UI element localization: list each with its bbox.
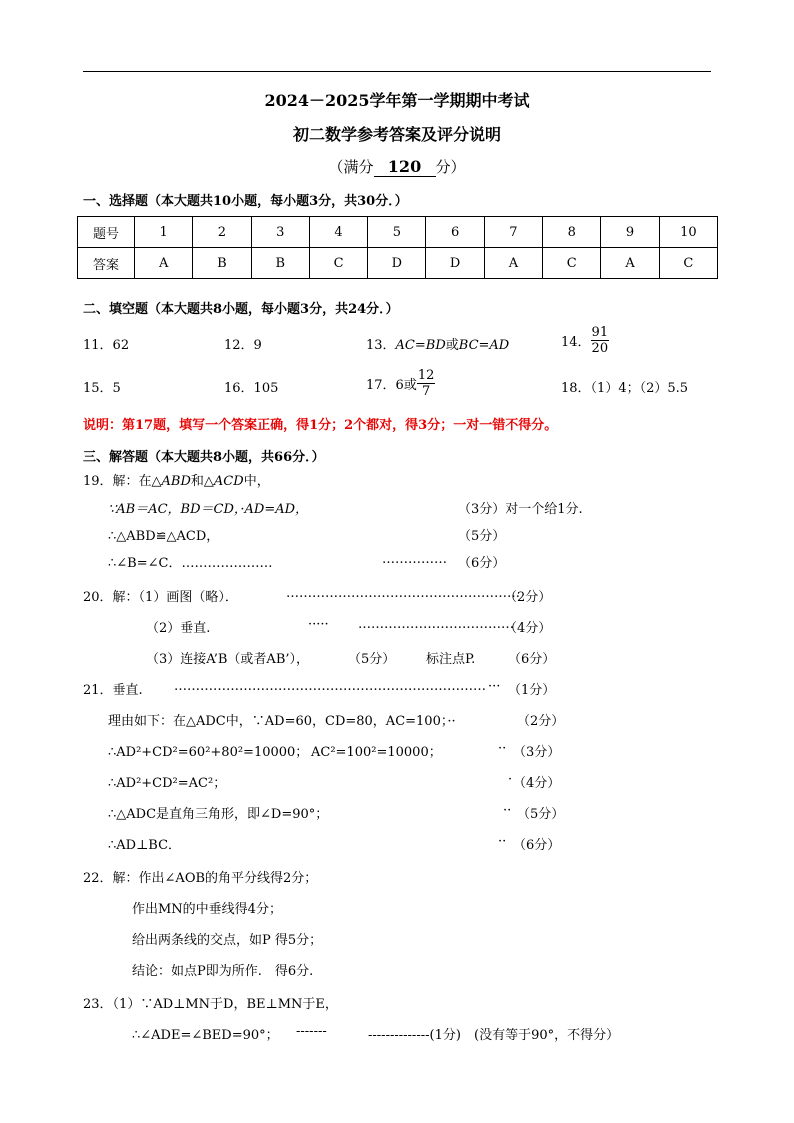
question-number: 1 <box>135 217 193 248</box>
q19-line3: ∴△ABD≌△ACD， <box>108 529 220 544</box>
q21-line3-score: （3分） <box>513 745 561 760</box>
answer-cell: C <box>309 248 367 279</box>
question-number: 3 <box>251 217 309 248</box>
answer-cell: C <box>659 248 717 279</box>
answer-cell: D <box>368 248 426 279</box>
q23-line2-dash1: ------- <box>296 1024 327 1039</box>
q19-line2: ∵AB＝AC，BD＝CD，·AD=AD， <box>108 502 309 517</box>
table-row-answers <box>78 248 718 279</box>
table-row-numbers <box>78 217 718 248</box>
question-number: 8 <box>543 217 601 248</box>
q20-line1-score: （2分） <box>504 590 552 605</box>
answer-cell: B <box>251 248 309 279</box>
score-value: 120 <box>374 157 436 177</box>
q20-line1-dots: ……………………………………………… <box>286 586 520 601</box>
question-number: 10 <box>659 217 717 248</box>
q21-line3-dots: ·· <box>498 741 507 756</box>
q21-line4-score: （4分） <box>513 776 561 791</box>
q20-line2: （2）垂直. <box>146 621 211 636</box>
score-suffix: 分） <box>435 158 466 176</box>
answer-cell: D <box>426 248 484 279</box>
q20-line3: （3）连接A’B（或者AB’）， <box>146 652 310 667</box>
answer-cell: C <box>543 248 601 279</box>
q22-line3: 给出两条线的交点，如P 得5分； <box>132 933 323 948</box>
q21-line3b: AC²=100²=10000； <box>311 745 442 760</box>
q23-line2: ∴∠ADE=∠BED=90°； <box>132 1028 279 1043</box>
q19-line2-score: （3分）对一个给1分. <box>458 502 583 517</box>
q21-line1-score: （1分） <box>508 683 556 698</box>
fill-answer-14: 14． $\frac{91}{20}$ <box>561 325 609 356</box>
exam-title: 2024－2025学年第一学期期中考试 <box>264 91 530 110</box>
question-number: 4 <box>309 217 367 248</box>
q21-line5-score: （5分） <box>517 807 565 822</box>
q19-line1: 19．解：在△ABD和△ACD中， <box>83 474 270 489</box>
q21-line1-dots2: ··· <box>488 679 501 694</box>
fraction-12-7: $\frac{12}{7}$ <box>417 368 435 399</box>
full-score-line <box>0 156 794 177</box>
q22-line4: 结论：如点P即为所作. 得6分. <box>132 964 314 979</box>
q23-line2-note: (没有等于90°，不得分） <box>474 1028 620 1043</box>
question-number: 6 <box>426 217 484 248</box>
q21-line5-dots: ·· <box>503 803 512 818</box>
q21-line5: ∴△ADC是直角三角形，即∠D=90°； <box>108 807 329 822</box>
q21-line2-score: （2分） <box>517 714 565 729</box>
q21-line6-score: （6分） <box>513 838 561 853</box>
fill-answer-15: 15．5 <box>83 381 121 396</box>
scoring-note: 说明：第17题，填写一个答案正确，得1分；2个都对，得3分；一对一错不得分。 <box>83 418 558 433</box>
q21-line4: ∴AD²+CD²=AC²； <box>108 776 227 791</box>
q21-line6: ∴AD⊥BC． <box>108 838 182 853</box>
fill-answer-18: 18．（1）4；（2）5.5 <box>561 381 689 396</box>
q22-line2: 作出MN的中垂线得4分； <box>132 902 282 917</box>
answer-cell: A <box>484 248 542 279</box>
question-number: 9 <box>601 217 659 248</box>
answer-cell: A <box>601 248 659 279</box>
q21-line3a: ∴AD²+CD²=60²+80²=10000； <box>108 745 309 760</box>
q19-line4-score: （6分） <box>458 556 506 571</box>
fraction-91-20: $\frac{91}{20}$ <box>591 325 609 356</box>
q20-line1: 20．解：（1）画图（略）． <box>83 590 238 605</box>
q20-line2-dots1: ····· <box>308 617 329 632</box>
row-label-answer: 答案 <box>78 248 135 279</box>
header-rule <box>83 71 711 72</box>
q21-line4-dots: · <box>508 772 513 787</box>
q19-line3-score: （5分） <box>458 529 506 544</box>
answer-cell: A <box>135 248 193 279</box>
q20-line3-score2: （6分） <box>508 652 556 667</box>
question-number: 2 <box>193 217 251 248</box>
section2-heading: 二、填空题（本大题共8小题，每小题3分，共24分．） <box>83 302 399 317</box>
fill-answer-11: 11．62 <box>83 338 130 353</box>
q21-line1-dots: ……………………………………………………………… <box>174 679 486 694</box>
q21-line6-dots: ·· <box>498 834 507 849</box>
row-label-number: 题号 <box>78 217 135 248</box>
q22-line1: 22．解：作出∠AOB的角平分线得2分； <box>83 871 318 886</box>
choice-answer-table <box>77 216 718 279</box>
fill-answer-13: 13．AC=BD或BC=AD <box>366 338 510 353</box>
q20-line2-score: （4分） <box>504 621 552 636</box>
q19-line4-dots: …………… <box>382 552 447 567</box>
q23-line1: 23．（1）∵AD⊥MN于D，BE⊥MN于E， <box>83 997 338 1012</box>
q20-line3-mid: 标注点P. <box>426 652 476 667</box>
q20-line2-dots2: ……………………………… <box>358 617 514 632</box>
fill-answer-12: 12．9 <box>224 338 262 353</box>
q23-line2-dash2: --------------(1分) <box>368 1028 461 1043</box>
score-prefix: （满分 <box>328 158 374 176</box>
answer-cell: B <box>193 248 251 279</box>
section3-heading: 三、解答题（本大题共8小题，共66分．） <box>83 450 325 465</box>
section1-heading: 一、选择题（本大题共10小题，每小题3分，共30分．） <box>83 194 408 209</box>
q20-line3-score1: （5分） <box>348 652 396 667</box>
question-number: 5 <box>368 217 426 248</box>
q21-line2: 理由如下：在△ADC中，∵AD=60，CD=80，AC=100；·· <box>108 714 456 729</box>
fill-answer-16: 16．105 <box>224 381 279 396</box>
q19-line4: ∴∠B=∠C．………………… <box>108 556 273 571</box>
fill-answer-17: 17．6或 $\frac{12}{7}$ <box>366 368 435 399</box>
q21-line1: 21．垂直. <box>83 683 143 698</box>
document-subtitle: 初二数学参考答案及评分说明 <box>292 125 501 144</box>
question-number: 7 <box>484 217 542 248</box>
